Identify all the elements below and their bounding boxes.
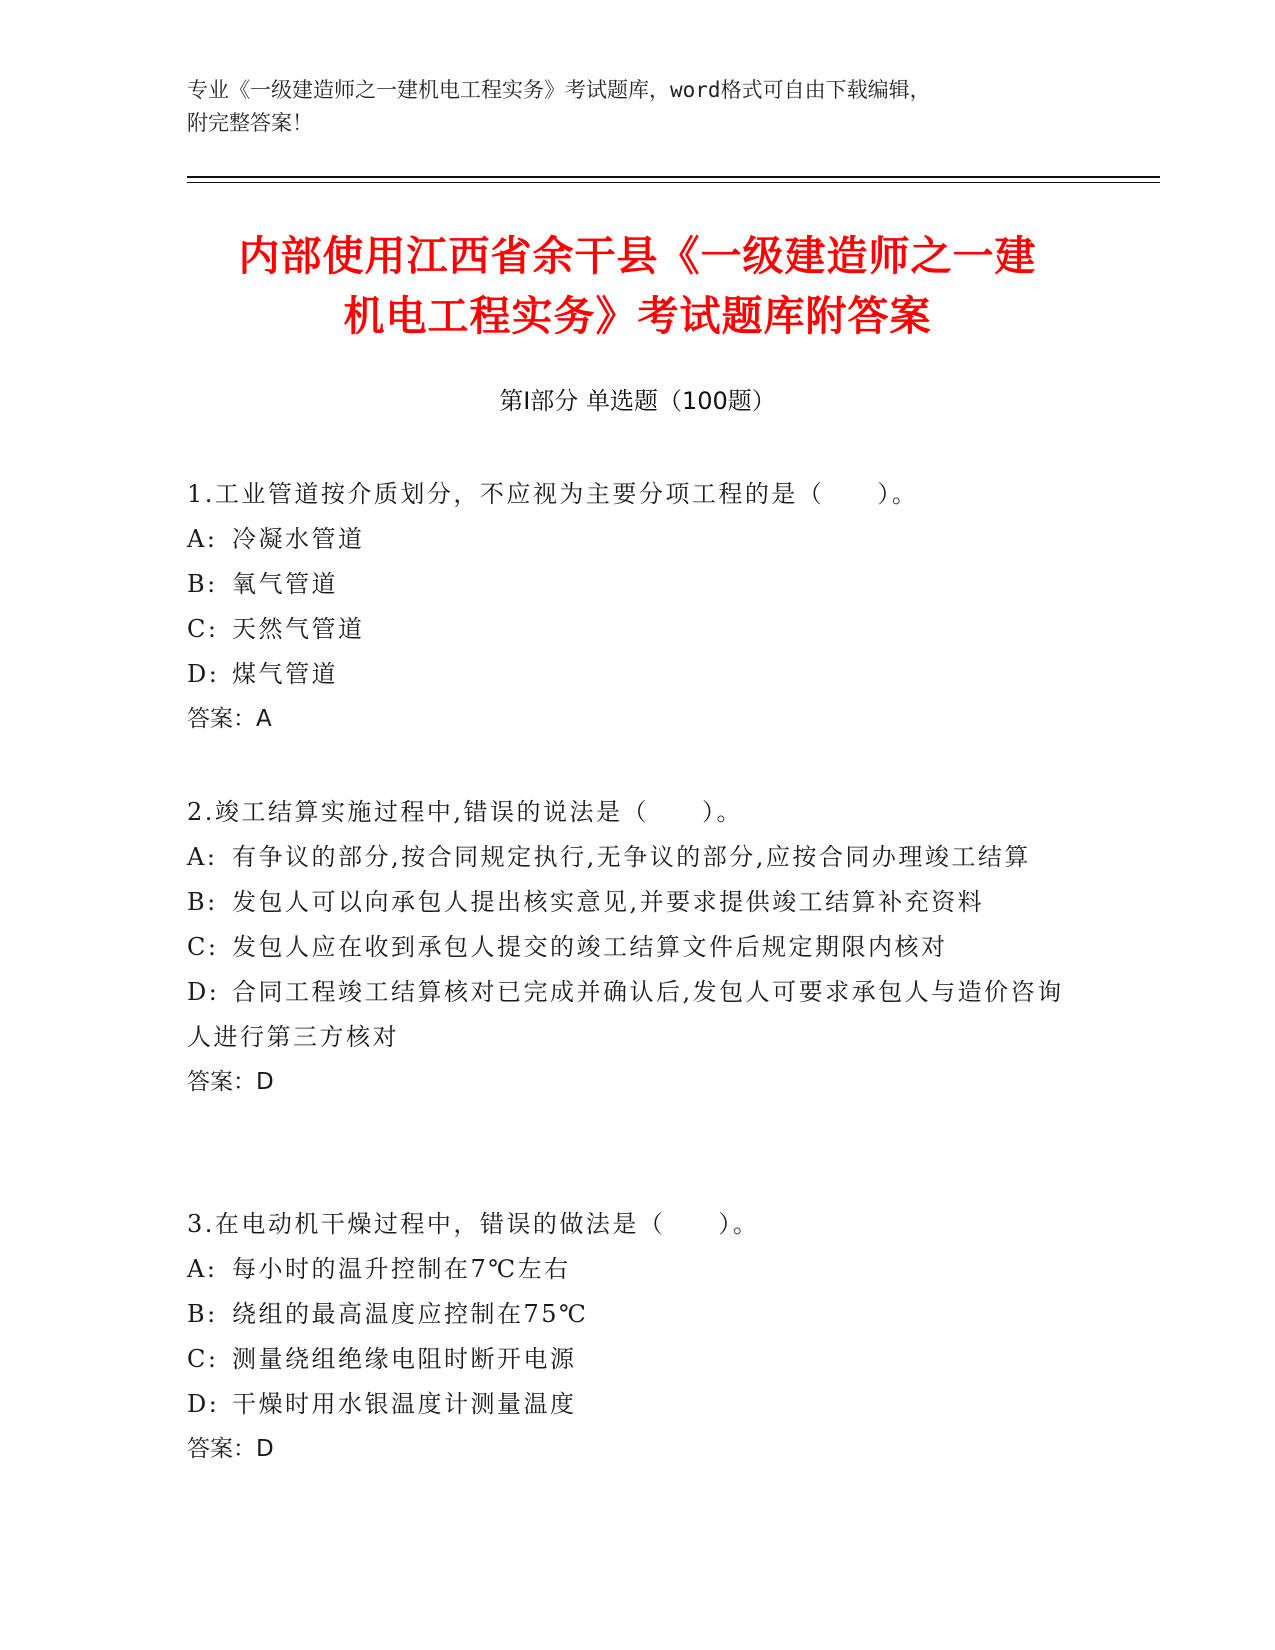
section-heading: 第Ⅰ部分 单选题（100题） <box>499 387 776 415</box>
option-label: C: <box>187 615 219 643</box>
option-label: B: <box>187 570 218 598</box>
option-label: D: <box>187 978 220 1006</box>
option-text: 干燥时用水银温度计测量温度 <box>232 1390 577 1418</box>
option-text: 合同工程竣工结算核对已完成并确认后,发包人可要求承包人与造价咨询人进行第三方核对 <box>187 978 1064 1051</box>
question-3 <box>187 1202 1067 1472</box>
document-title-line-2: 机电工程实务》考试题库附答案 <box>343 292 932 340</box>
option-label: D: <box>187 660 220 688</box>
answer: 答案：D <box>187 1069 274 1095</box>
option-b <box>187 562 1067 607</box>
option-a <box>187 1247 1067 1292</box>
answer: 答案：A <box>187 706 272 732</box>
question-stem: 3.在电动机干燥过程中，错误的做法是（ ）。 <box>187 1210 760 1238</box>
option-text: 测量绕组绝缘电阻时断开电源 <box>232 1345 577 1373</box>
option-text: 发包人应在收到承包人提交的竣工结算文件后规定期限内核对 <box>232 933 948 961</box>
question-stem: 1.工业管道按介质划分，不应视为主要分项工程的是（ ）。 <box>187 480 919 508</box>
option-d <box>187 970 1067 1060</box>
option-label: A: <box>187 1255 218 1283</box>
option-label: A: <box>187 525 218 553</box>
answer: 答案：D <box>187 1436 274 1462</box>
option-b <box>187 880 1067 925</box>
intro-line-1: 专业《一级建造师之一建机电工程实务》考试题库，word格式可自由下载编辑， <box>187 78 931 102</box>
header-rule-thick <box>187 176 1160 178</box>
intro-line-2: 附完整答案！ <box>187 111 313 135</box>
option-d <box>187 1382 1067 1427</box>
option-text: 氧气管道 <box>232 570 338 598</box>
option-c <box>187 607 1067 652</box>
question-stem: 2.竣工结算实施过程中,错误的说法是（ ）。 <box>187 798 744 826</box>
option-text: 绕组的最高温度应控制在75℃ <box>232 1300 589 1328</box>
document-title-line-1: 内部使用江西省余干县《一级建造师之一建 <box>238 232 1037 280</box>
option-label: D: <box>187 1390 220 1418</box>
option-c <box>187 1337 1067 1382</box>
option-label: C: <box>187 1345 219 1373</box>
option-text: 发包人可以向承包人提出核实意见,并要求提供竣工结算补充资料 <box>232 888 985 916</box>
option-text: 每小时的温升控制在7℃左右 <box>232 1255 571 1283</box>
option-text: 有争议的部分,按合同规定执行,无争议的部分,应按合同办理竣工结算 <box>232 843 1031 871</box>
question-2 <box>187 790 1067 1105</box>
option-d <box>187 652 1067 697</box>
option-label: A: <box>187 843 218 871</box>
option-b <box>187 1292 1067 1337</box>
option-label: B: <box>187 1300 218 1328</box>
option-label: C: <box>187 933 219 961</box>
option-label: B: <box>187 888 218 916</box>
option-c <box>187 925 1067 970</box>
header-rule-thin <box>187 182 1160 183</box>
option-text: 天然气管道 <box>232 615 365 643</box>
option-a <box>187 835 1067 880</box>
option-text: 冷凝水管道 <box>232 525 365 553</box>
option-text: 煤气管道 <box>232 660 338 688</box>
option-a <box>187 517 1067 562</box>
intro-text <box>187 74 1087 140</box>
document-title <box>160 226 1115 346</box>
question-1 <box>187 472 1067 742</box>
